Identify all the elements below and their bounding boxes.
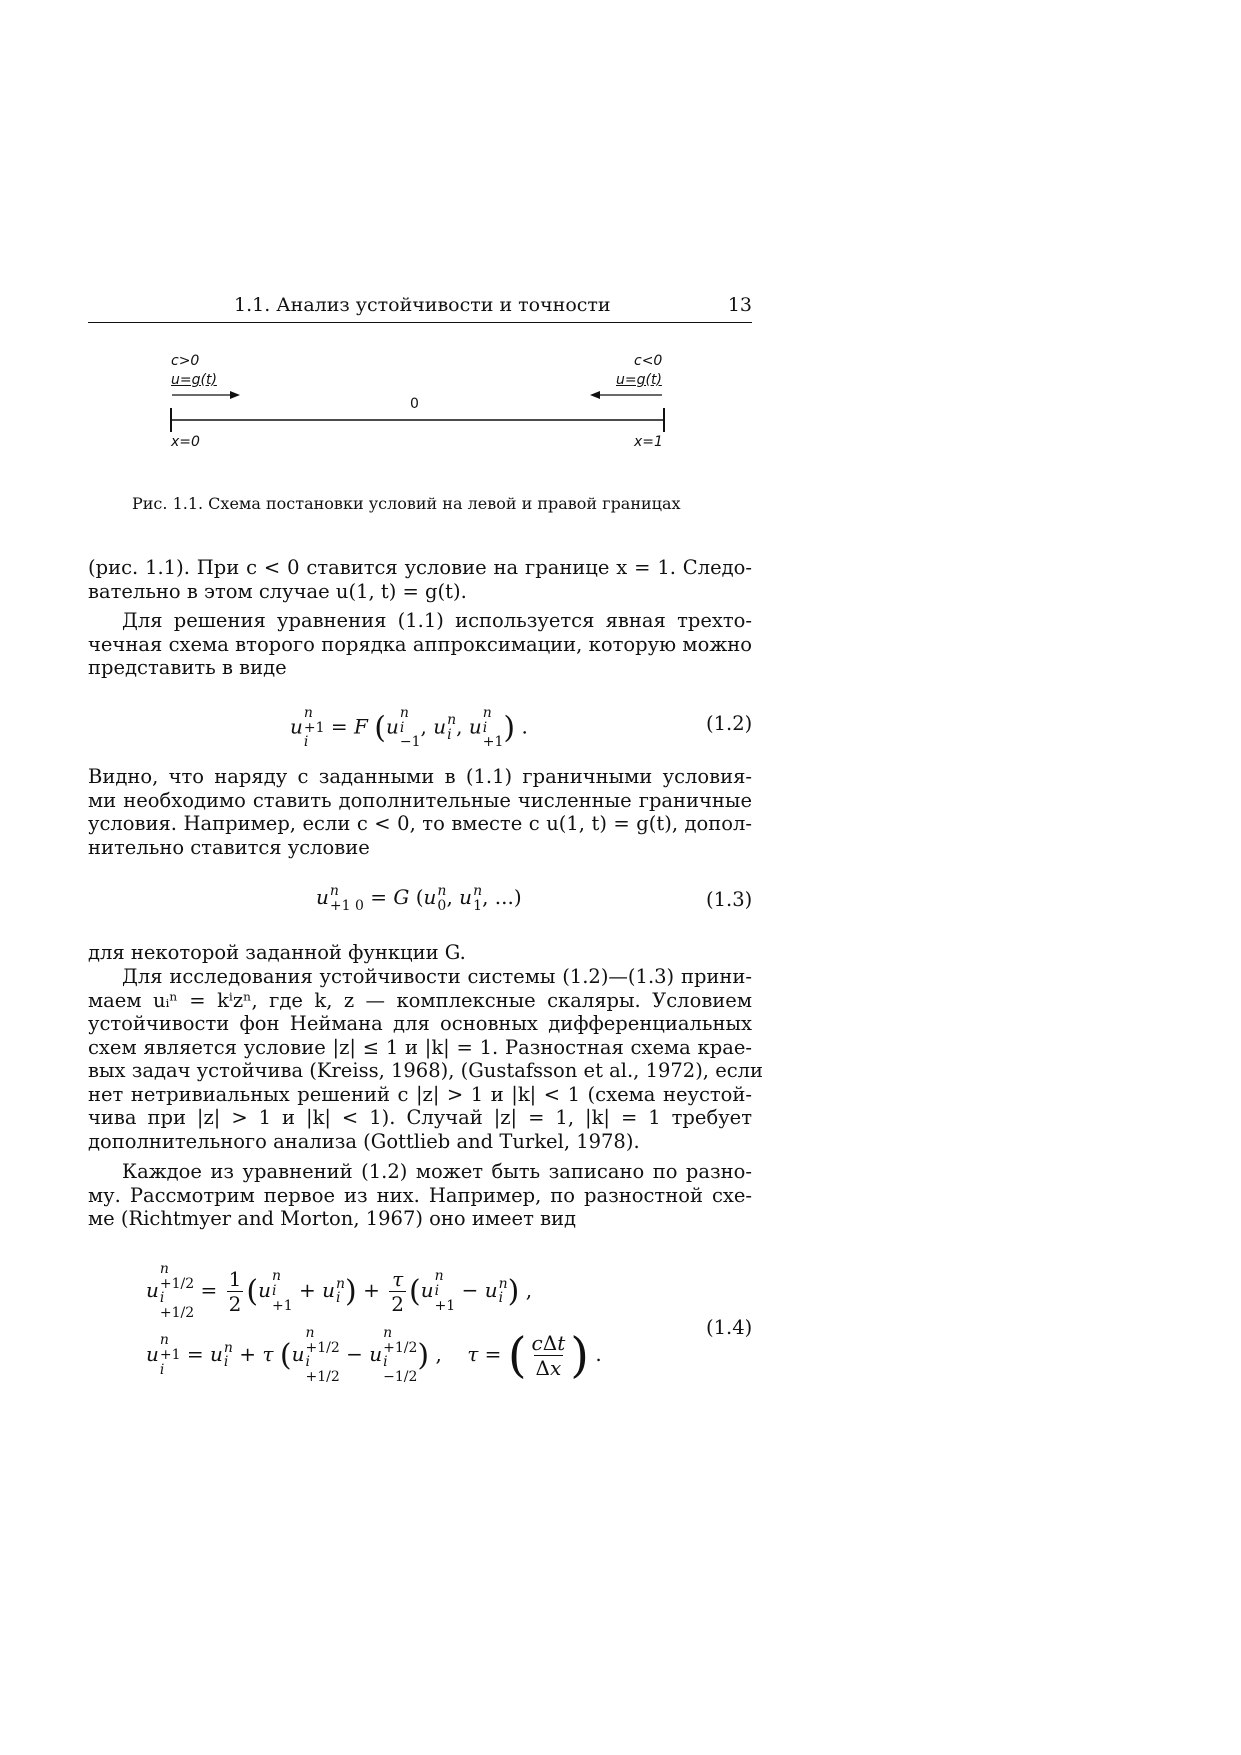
text-line: (рис. 1.1). При c < 0 ставится условие на границе x = 1. Следо- bbox=[88, 556, 752, 579]
text-line: дополнительного анализа (Gottlieb and Turkel, 1978). bbox=[88, 1129, 640, 1153]
text-line: чива при |z| > 1 и |k| < 1). Случай |z| = 1, |k| = 1 требует bbox=[88, 1106, 752, 1129]
paragraph-6 bbox=[88, 1160, 752, 1231]
equation-1-4-line-1: u n +1/2 i +1/2 = $\frac{1}{2}$ (u n i +1 + u n i ) + $\frac{\tau}{2}$ (u n i +1 − u n i ) , bbox=[146, 1261, 533, 1322]
text-line: условия. Например, если c < 0, то вместе с u(1, t) = g(t), допол- bbox=[88, 812, 752, 835]
paragraph-3 bbox=[88, 765, 752, 859]
header-title: 1.1. Анализ устойчивости и точности bbox=[234, 294, 611, 316]
equation-1-4-line-2: u n +1 i = u n i + τ (u n +1/2 i +1/2 − u n +1/2 i −1/2) , τ = ( $\frac{\text{cΔt}}{\Delta x}$ ) . bbox=[146, 1325, 602, 1386]
running-header bbox=[88, 292, 752, 323]
text-line: ми необходимо ставить дополнительные численные граничные bbox=[88, 788, 752, 812]
text-line: вых задач устойчива (Kreiss, 1968), (Gustafsson et al., 1972), если bbox=[88, 1059, 764, 1082]
text-line: вательно в этом случае u(1, t) = g(t). bbox=[88, 579, 467, 603]
text-line: нительно ставится условие bbox=[88, 835, 370, 859]
text-line: му. Рассмотрим первое из них. Например, по разностной схе- bbox=[88, 1183, 752, 1207]
figure-caption: Рис. 1.1. Схема постановки условий на левой и правой границах bbox=[132, 494, 681, 513]
text-line: маем uᵢⁿ = kⁱzⁿ, где k, z — комплексные скаляры. Условием bbox=[88, 988, 752, 1012]
text-line: представить в виде bbox=[88, 656, 287, 679]
left-boundary-condition: u=g(t) bbox=[171, 372, 217, 388]
paragraph-2 bbox=[88, 609, 752, 680]
paragraph-1 bbox=[88, 556, 752, 603]
right-condition: c<0 bbox=[634, 353, 663, 369]
right-boundary-condition: u=g(t) bbox=[616, 372, 662, 388]
paragraph-5 bbox=[88, 965, 764, 1153]
text-line: ме (Richtmyer and Morton, 1967) оно имеет вид bbox=[88, 1207, 577, 1230]
equation-1-3: u n +1 0 = G (u n 0, u n 1, ...) bbox=[316, 883, 522, 914]
text-line: Для исследования устойчивости системы (1.2)—(1.3) прини- bbox=[122, 965, 752, 988]
text-line: Для решения уравнения (1.1) используется явная трехто- bbox=[122, 609, 752, 632]
figure-diagram bbox=[160, 350, 680, 460]
figure-boundary-scheme bbox=[160, 350, 680, 460]
middle-label: 0 bbox=[410, 396, 419, 412]
text-line: устойчивости фон Неймана для основных дифференциальных bbox=[88, 1012, 752, 1035]
text-line: схем является условие |z| ≤ 1 и |k| = 1. Разностная схема крае- bbox=[88, 1035, 752, 1059]
left-x-label: x=0 bbox=[171, 434, 200, 450]
equation-number: (1.3) bbox=[706, 888, 753, 911]
equation-1-2: u n +1 i = F (u n i −1, u n i , u n i +1) . bbox=[290, 705, 528, 751]
text-line: Видно, что наряду с заданными в (1.1) граничными условия- bbox=[88, 765, 752, 788]
text-line: Каждое из уравнений (1.2) может быть записано по разно- bbox=[122, 1160, 752, 1183]
text-line: нет нетривиальных решений с |z| > 1 и |k| < 1 (схема неустой- bbox=[88, 1082, 752, 1106]
paragraph-4 bbox=[88, 941, 752, 965]
right-x-label: x=1 bbox=[634, 434, 663, 450]
page-number: 13 bbox=[727, 294, 752, 316]
text-line: для некоторой заданной функции G. bbox=[88, 941, 466, 964]
text-line: чечная схема второго порядка аппроксимации, которую можно bbox=[88, 632, 752, 656]
equation-number: (1.4) bbox=[706, 1316, 753, 1339]
equation-number: (1.2) bbox=[706, 712, 753, 735]
left-condition: c>0 bbox=[171, 353, 200, 369]
